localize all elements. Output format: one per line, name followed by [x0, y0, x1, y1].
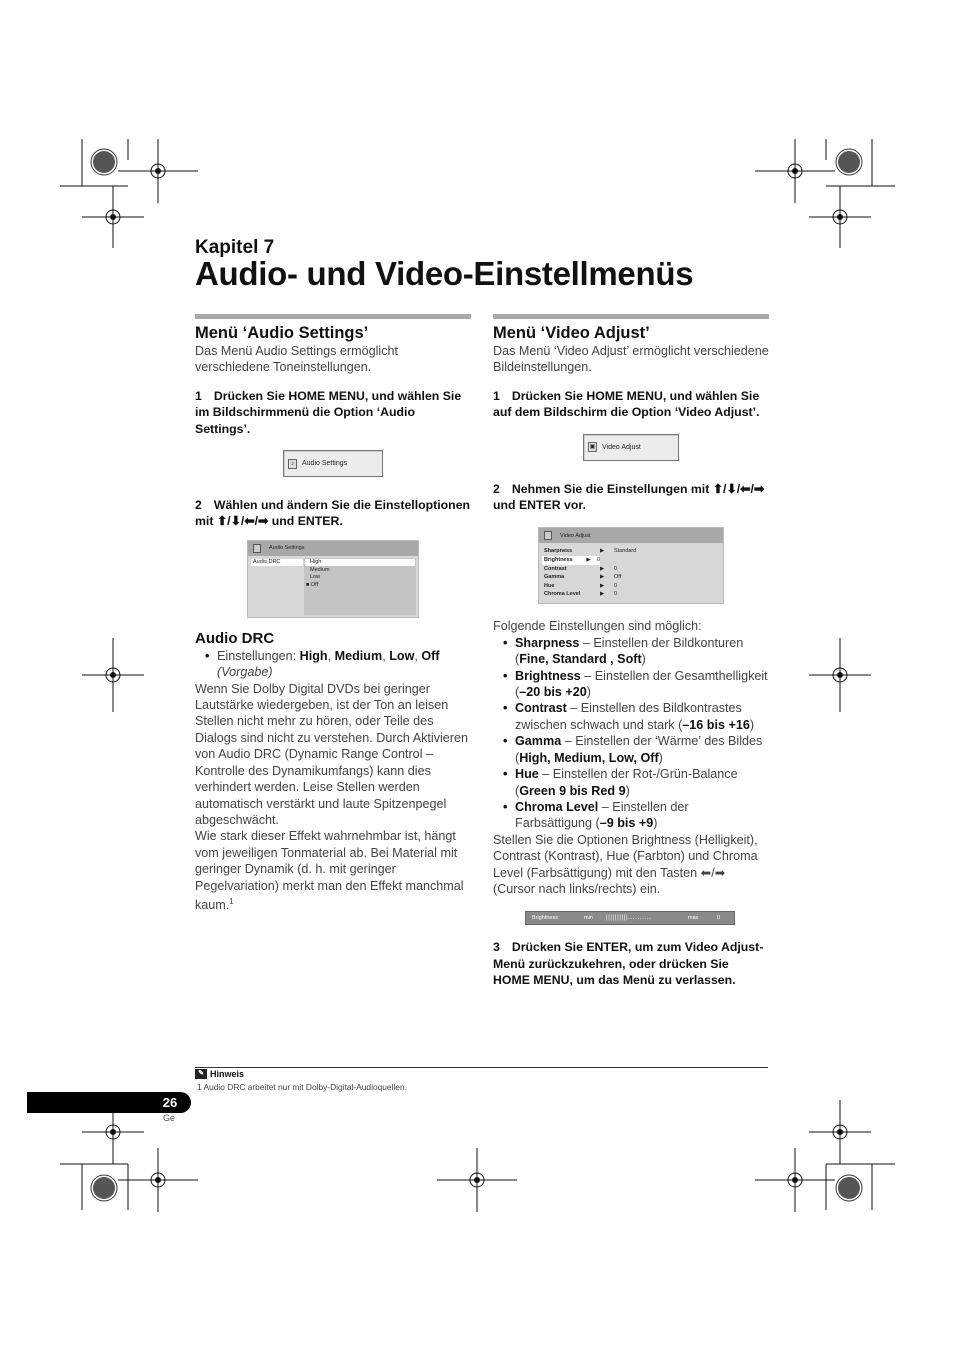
step-text: Drücken Sie HOME MENU, und wählen Sie im Bildschirmmenü die Option ‘Audio Settings’. — [195, 388, 462, 436]
option-medium: Medium — [310, 566, 330, 573]
list-item — [493, 766, 769, 799]
speaker-icon — [253, 544, 261, 553]
setting-desc: – Einstellen der Rot-/Grün-Balance ( — [515, 767, 738, 798]
adjust-row — [542, 565, 720, 574]
step-text: Drücken Sie ENTER, um zum Video Adjust-Menü zurückzukehren, oder drücken Sie HOME MENU, um das Menü zu verlassen. — [493, 940, 764, 988]
video-icon: ▣ — [589, 444, 596, 451]
row-label: Hue — [544, 582, 555, 589]
audio-drc-row: Audio DRC — [251, 559, 303, 566]
body-paragraph: Stellen Sie die Optionen Brightness (Helligkeit), Contrast (Kontrast), Hue (Farbton) und Chroma Level (Farbsättigung) mit den Tasten ⬅/➡ (Cursor nach links/rechts) ein. — [493, 832, 758, 896]
option-high: High — [305, 559, 415, 566]
row-label: Gamma — [544, 574, 565, 581]
body-paragraph-2 — [195, 828, 471, 913]
video-icon — [544, 531, 552, 540]
setting-name: Sharpness — [515, 635, 580, 650]
video-settings-list — [493, 635, 769, 832]
step-2 — [195, 497, 471, 530]
slider-min: min — [584, 915, 593, 922]
setting-name: Hue — [515, 767, 539, 782]
slider-label: Brightness — [532, 915, 558, 922]
possible-text: Folgende Einstellungen sind möglich: — [493, 619, 702, 634]
setting-desc: – Einstellen des Bildkontrastes zwischen schwach und stark ( — [515, 701, 742, 732]
menu-item-label: Video Adjust — [602, 443, 641, 451]
setting-name: Contrast — [515, 701, 567, 716]
paragraph-text: Wie stark dieser Effekt wahrnehmbar ist, hängt vom jeweiligen Tonmaterial ab. Bei Material mit geringer Dynamik (d. h. mit geringer Pegelvariation) merkt man den Effekt manchmal kaum. — [195, 829, 464, 913]
option-off-label: Off — [310, 581, 319, 588]
option-off: ■ Off — [306, 581, 319, 588]
row-label: Sharpness — [544, 548, 573, 555]
screen-header — [248, 541, 418, 556]
setting-end: ) — [658, 750, 663, 765]
adjust-row — [542, 547, 720, 556]
audio-drc-heading: Audio DRC — [195, 629, 275, 647]
slider-ticks: | | | | | | | | | | . . . . . . . . . . — [606, 915, 651, 922]
slider-max: max — [688, 915, 699, 922]
step-text: Drücken Sie HOME MENU, und wählen Sie auf dem Bildschirm die Option ‘Video Adjust’. — [493, 388, 760, 420]
list-item — [493, 700, 769, 733]
option-value: Low — [389, 648, 415, 663]
default-note: (Vorgabe) — [217, 665, 273, 680]
arrow-icon: ▶ — [600, 582, 605, 589]
setting-name: Brightness — [515, 668, 581, 683]
setting-end: ) — [641, 652, 646, 667]
adjust-row — [542, 573, 720, 582]
video-adjust-screen — [538, 527, 724, 604]
arrow-icon: ▶ — [600, 548, 605, 555]
row-value: 0 — [614, 591, 618, 598]
brightness-slider — [525, 911, 735, 925]
step-text: Nehmen Sie die Einstellungen mit ⬆/⬇/⬅/➡ und ENTER vor. — [493, 481, 765, 513]
section-heading: Menü ‘Video Adjust’ — [493, 324, 650, 342]
note-icon: ✎ — [195, 1069, 207, 1079]
footnote: 1 Audio DRC arbeitet nur mit Dolby-Digital-Audioquellen. — [197, 1082, 407, 1092]
setting-end: ) — [653, 816, 658, 831]
menu-item-label: Audio Settings — [302, 460, 348, 468]
step-1 — [493, 388, 769, 421]
setting-range: High, Medium, Low, Off — [519, 750, 659, 765]
setting-desc: – Einstellen der Farbsättigung ( — [515, 799, 689, 831]
step-text: Wählen und ändern Sie die Einstelloptionen mit ⬆/⬇/⬅/➡ und ENTER. — [195, 498, 471, 529]
setting-end: ) — [586, 685, 591, 700]
adjust-row — [542, 556, 600, 565]
arrow-icon: ▶ — [600, 565, 605, 572]
step-number: 3 — [493, 940, 500, 955]
intro-text: Das Menü ‘Video Adjust’ ermöglicht verschiedene Bildeinstellungen. — [493, 344, 769, 375]
row-value: 0 — [614, 565, 618, 572]
chapter-label: Kapitel 7 — [195, 237, 275, 258]
settings-list — [195, 648, 471, 681]
setting-range: Fine, Standard , Soft — [519, 652, 642, 667]
video-adjust-section — [493, 314, 769, 989]
note-label: Hinweis — [210, 1069, 245, 1079]
section-rule — [493, 314, 769, 319]
adjust-row — [542, 590, 720, 599]
setting-range: –20 bis +20 — [519, 685, 587, 700]
step-number: 2 — [493, 481, 500, 496]
options-panel — [304, 558, 416, 615]
row-label: Contrast — [544, 565, 567, 572]
setting-range: –16 bis +16 — [682, 717, 750, 732]
row-label: Brightness — [544, 557, 573, 564]
arrow-icon: ▶ — [586, 557, 591, 564]
option-value: High — [299, 648, 328, 663]
screen-title: Audio Settings — [269, 545, 305, 552]
adjust-row — [542, 582, 720, 591]
setting-desc: – Einstellen der Gesamthelligkeit ( — [515, 668, 768, 700]
page-title: Audio- und Video-Einstellmenüs — [195, 255, 694, 292]
row-value: 0 — [614, 582, 618, 589]
intro-text: Das Menü Audio Settings ermöglicht verschiedene Toneinstellungen. — [195, 344, 399, 375]
slider-value: 0 — [717, 915, 721, 922]
setting-name: Chroma Level — [515, 799, 599, 814]
step-number: 2 — [195, 498, 202, 513]
audio-settings-screen — [247, 540, 419, 618]
setting-end: ) — [749, 717, 755, 732]
row-value: 0 — [596, 557, 600, 564]
setting-end: ) — [625, 783, 630, 798]
step-2 — [493, 481, 769, 514]
bullet-prefix: Einstellungen: — [217, 648, 300, 663]
setting-desc: – Einstellen der Bildkonturen ( — [515, 635, 744, 667]
option-value: Medium — [334, 648, 383, 663]
step-number: 1 — [493, 388, 500, 403]
list-item — [493, 635, 769, 668]
language-code: Ge — [163, 1113, 176, 1123]
list-item — [493, 668, 769, 701]
option-low: Low — [310, 574, 321, 581]
audio-settings-section — [195, 314, 471, 914]
list-item: • Einstellungen: High, Medium, Low, Off (Vorgabe) — [195, 648, 471, 681]
body-paragraph-1: Wenn Sie Dolby Digital DVDs bei geringer Lautstärke wiedergeben, ist der Ton an leisen Stellen nicht mehr zu hören, oder Teile des Dialogs sind nicht zu verstehen. Durch Aktivieren von Audio DRC (Dynamic Range Control – Kontrolle des Dynamikumfangs) kann dies verhindert werden. Leise Stellen werden automatisch verstärkt und laute Spitzenpegel abgeschwächt. — [195, 681, 468, 827]
section-rule — [195, 314, 471, 319]
list-item — [493, 733, 769, 766]
row-value: Standard — [614, 548, 637, 555]
step-3 — [493, 939, 769, 988]
option-value: Off — [421, 648, 440, 663]
video-adjust-menu-item — [583, 434, 679, 461]
section-heading: Menü ‘Audio Settings’ — [195, 324, 369, 342]
setting-range: –9 bis +9 — [599, 816, 654, 831]
audio-settings-menu-item — [283, 450, 383, 477]
list-item — [493, 799, 769, 832]
step-1 — [195, 388, 471, 437]
page-number: 26 — [162, 1095, 178, 1110]
screen-header — [539, 528, 723, 543]
row-value: Off — [614, 574, 622, 581]
row-label: Chroma Level — [544, 591, 581, 598]
setting-desc: – Einstellen der ‘Wärme’ des Bildes ( — [515, 734, 763, 765]
speaker-icon: ♪ — [288, 459, 297, 469]
setting-range: Green 9 bis Red 9 — [519, 783, 626, 798]
arrow-icon: ▶ — [600, 574, 605, 581]
step-number: 1 — [195, 388, 202, 403]
footer-rule — [195, 1067, 768, 1068]
adjust-rows — [542, 547, 720, 599]
setting-name: Gamma — [515, 734, 562, 749]
screen-title: Video Adjust — [560, 532, 591, 539]
note-heading — [195, 1069, 244, 1079]
arrow-icon: ▶ — [600, 591, 605, 598]
footnote-ref: 1 — [229, 896, 234, 906]
